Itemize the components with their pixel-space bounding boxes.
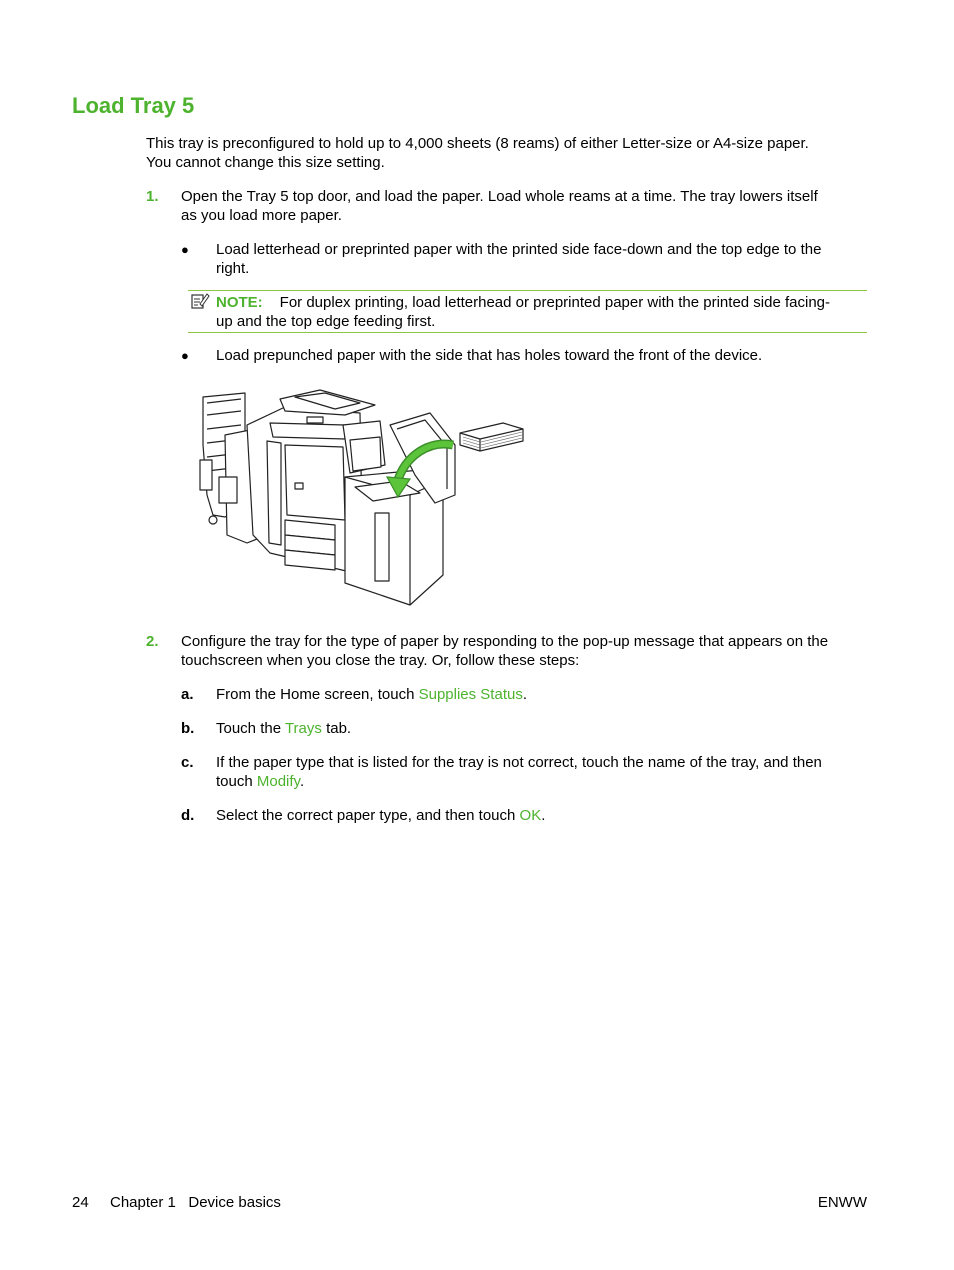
substep-d-text: Select the correct paper type, and then touch OK. — [216, 807, 546, 824]
step-2-number: 2. — [146, 633, 159, 650]
intro-paragraph: This tray is preconfigured to hold up to 4,000 sheets (8 reams) of either Letter-size or A4-size paper. You cannot change this size setting. — [146, 135, 809, 171]
chapter-title: Chapter 1 Device basics — [110, 1194, 281, 1211]
note-label: NOTE: — [216, 294, 263, 311]
substep-a-label: a. — [181, 686, 194, 703]
substep-c-text: If the paper type that is listed for the tray is not correct, touch the name of the tray, and then touch Modify. — [216, 754, 822, 790]
bullet-dot-icon: ● — [181, 242, 189, 257]
footer-right: ENWW — [817, 1194, 867, 1211]
bullet-letterhead: Load letterhead or preprinted paper with the printed side face-down and the top edge to the right. — [216, 241, 822, 277]
trays-link[interactable]: Trays — [284, 720, 322, 737]
page-title: Load Tray 5 — [72, 93, 195, 118]
ok-link[interactable]: OK — [519, 807, 542, 824]
supplies-status-link[interactable]: Supplies Status — [418, 686, 523, 703]
note-pencil-icon — [190, 291, 210, 311]
printer-illustration — [185, 385, 530, 610]
substep-b-label: b. — [181, 720, 195, 737]
modify-link[interactable]: Modify — [256, 773, 300, 790]
step-1-text: Open the Tray 5 top door, and load the paper. Load whole reams at a time. The tray lowers itself as you load more paper. — [181, 188, 818, 224]
note-text: NOTE: For duplex printing, load letterhead or preprinted paper with the printed side facing- up and the top edge feeding first. — [216, 294, 830, 330]
bullet-dot-icon: ● — [181, 348, 189, 363]
substep-c-label: c. — [181, 754, 194, 771]
substep-d-label: d. — [181, 807, 195, 824]
page-number: 24 — [72, 1194, 89, 1211]
bullet-prepunched: Load prepunched paper with the side that has holes toward the front of the device. — [216, 347, 763, 364]
step-1-number: 1. — [146, 188, 159, 205]
substep-a-text: From the Home screen, touch Supplies Status. — [216, 686, 527, 703]
step-2-text: Configure the tray for the type of paper by responding to the pop-up message that appears on the touchscreen when you close the tray. Or, follow these steps: — [181, 633, 829, 669]
substep-b-text: Touch the Trays tab. — [216, 720, 352, 737]
